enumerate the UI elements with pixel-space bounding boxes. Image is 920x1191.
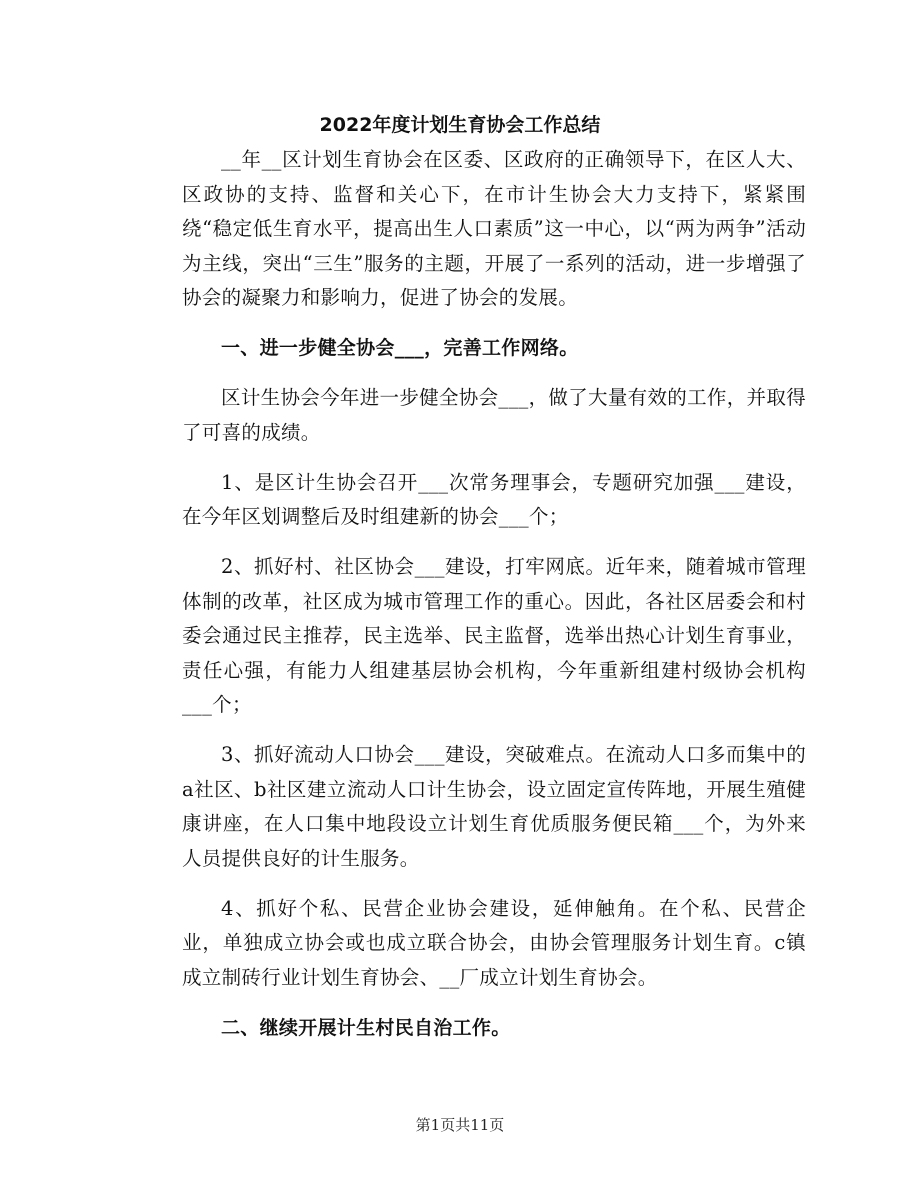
section-heading-2: 二、继续开展计生村民自治工作。: [221, 1016, 511, 1039]
body-paragraph: 区计生协会今年进一步健全协会___，做了大量有效的工作，并取得了可喜的成绩。: [182, 386, 806, 444]
intro-paragraph: __年__区计划生育协会在区委、区政府的正确领导下，在区人大、区政协的支持、监督和关心下，在市计生协会大力支持下，紧紧围绕“稳定低生育水平，提高出生人口素质”这一中心，以“两为两争”活动为主线，突出“三生”服务的主题，开展了一系列的活动，进一步增强了协会的凝聚力和影响力，促进了协会的发展。: [182, 148, 806, 309]
list-item-2: 2、抓好村、社区协会___建设，打牢网底。近年来，随着城市管理体制的改革，社区成为城市管理工作的重心。因此，各社区居委会和村委会通过民主推荐，民主选举、民主监督，选举出热心计划生育事业，责任心强，有能力人组建基层协会机构，今年重新组建村级协会机构___个；: [182, 555, 806, 716]
document-title: 2022年度计划生育协会工作总结: [319, 114, 601, 136]
list-item-4: 4、抓好个私、民营企业协会建设，延伸触角。在个私、民营企业，单独成立协会或也成立联合协会，由协会管理服务计划生育。c镇成立制砖行业计划生育协会、__厂成立计划生育协会。: [182, 896, 806, 989]
section-heading-1: 一、进一步健全协会___，完善工作网络。: [221, 337, 579, 359]
page-footer: 第1页共11页: [415, 1116, 505, 1134]
document-body: [182, 143, 806, 1061]
list-item-1: 1、是区计生协会召开___次常务理事会，专题研究加强___建设，在今年区划调整后及时组建新的协会___个；: [182, 470, 806, 528]
list-item-3: 3、抓好流动人口协会___建设，突破难点。在流动人口多而集中的a社区、b社区建立流动人口计生协会，设立固定宣传阵地，开展生殖健康讲座，在人口集中地段设立计划生育优质服务便民箱___个，为外来人员提供良好的计生服务。: [182, 743, 806, 870]
